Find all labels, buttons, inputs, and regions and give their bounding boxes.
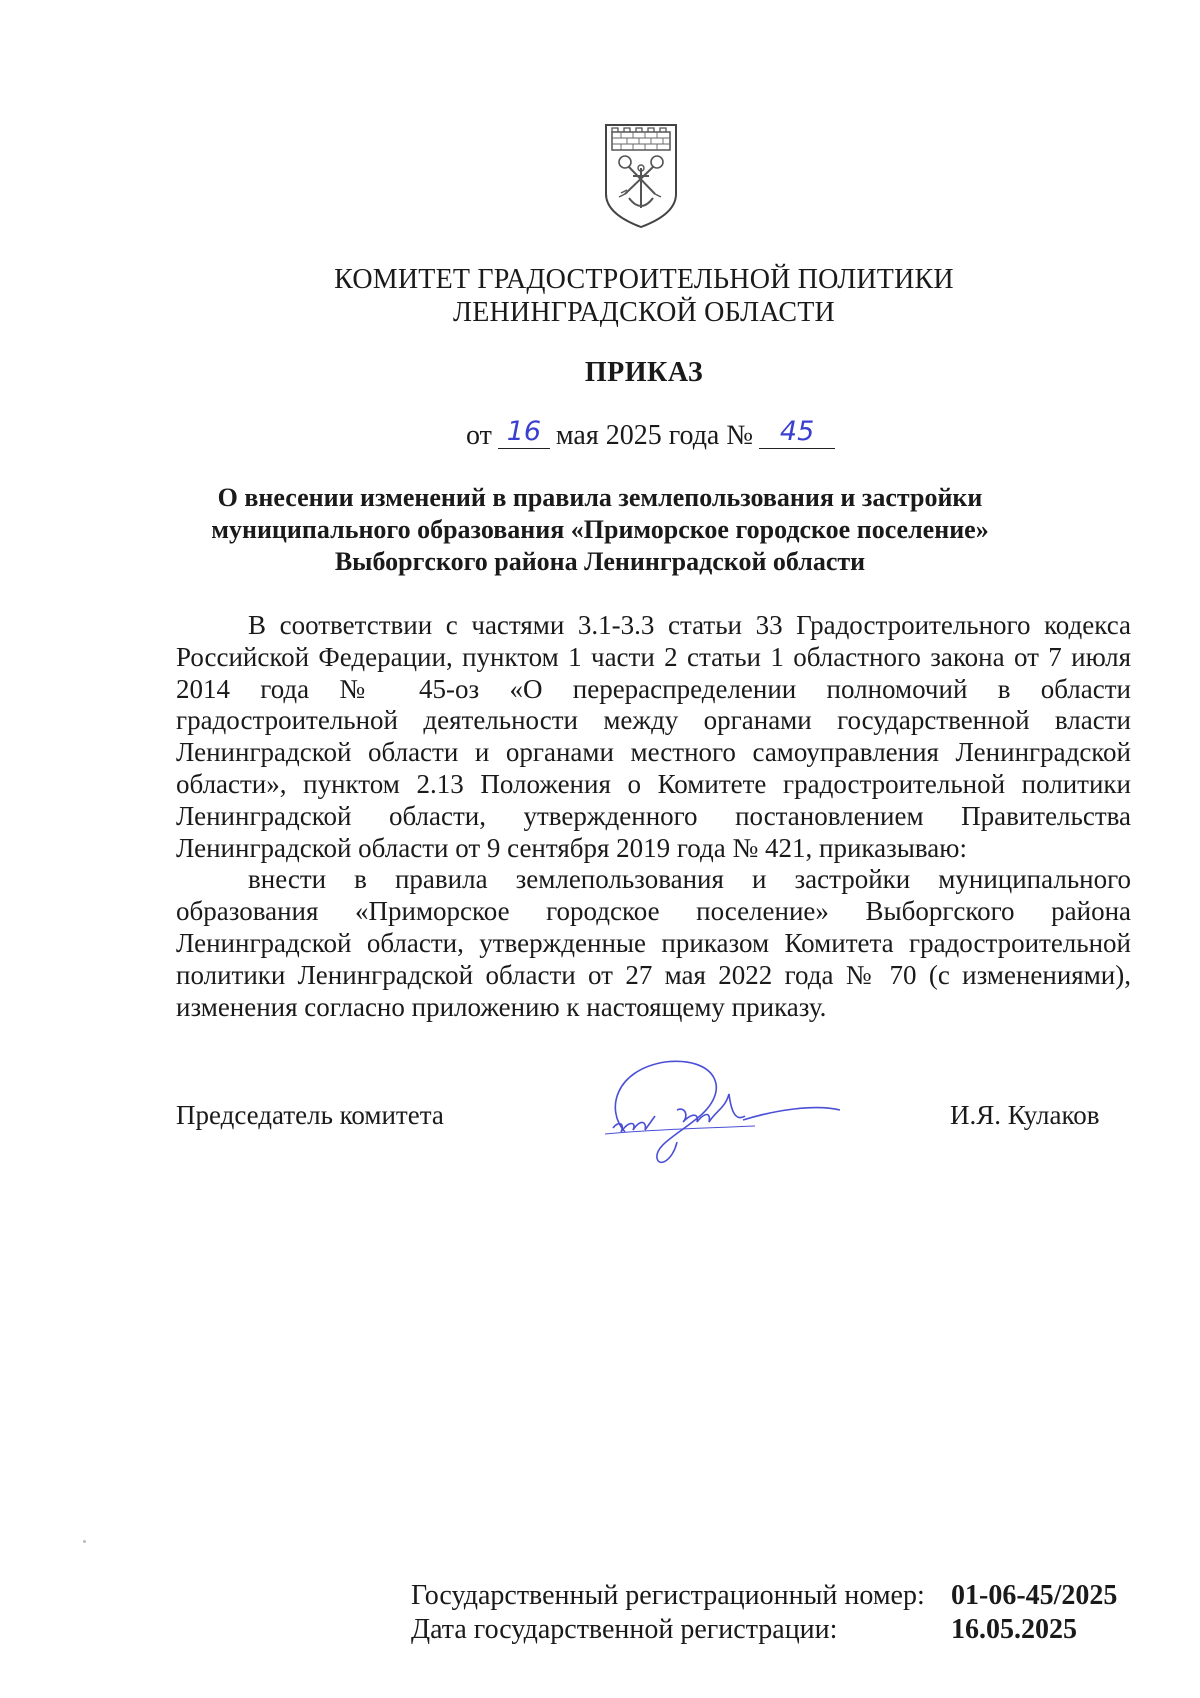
registration-number-value: 01-06-45/2025 [951, 1580, 1118, 1611]
coat-of-arms-icon [603, 122, 679, 230]
document-number-field [759, 418, 835, 449]
registration-date-value: 16.05.2025 [951, 1614, 1077, 1645]
registration-date-row [411, 1614, 1077, 1646]
body-paragraph-2: внести в правила землепользования и застройки муниципального образования «Приморское городское поселение» Выборгского района Ленинградской области, утвержденные приказом Комитета градостроительной политики Ленинградской области от 27 мая 2022 года № 70 (с изменениями), изменения согласно приложению к настоящему приказу. [176, 864, 1131, 1022]
document-type: ПРИКАЗ [584, 357, 704, 388]
document-body [176, 610, 1131, 1023]
scan-speck [83, 1540, 86, 1543]
date-day-handwritten: 16 [506, 416, 542, 447]
document-number-handwritten: 45 [779, 416, 815, 447]
body-paragraph-1: В соответствии с частями 3.1-3.3 статьи 33 Градостроительного кодекса Российской Федерации, пунктом 1 части 2 статьи 1 областного закона от 7 июля 2014 года № 45-оз «О перераспределении полномочий в области градостроительной деятельности между органами государственной власти Ленинградской области и органами местного самоуправления Ленинградской области», пунктом 2.13 Положения о Комитете градостроительной политики Ленинградской области, утвержденного постановлением Правительства Ленинградской области от 9 сентября 2019 года № 421, приказываю: [176, 610, 1131, 863]
handwritten-signature-icon [585, 1050, 845, 1170]
subject-line3: Выборгского района Ленинградской области [334, 547, 866, 576]
signer-name: И.Я. Кулаков [950, 1100, 1100, 1130]
signer-role: Председатель комитета [176, 1100, 444, 1130]
date-rest: мая 2025 года № [555, 420, 754, 451]
subject-line2: муниципального образования «Приморское городское поселение» [211, 515, 989, 544]
document-subject [0, 482, 1200, 578]
organization-name-line1: КОМИТЕТ ГРАДОСТРОИТЕЛЬНОЙ ПОЛИТИКИ [334, 264, 954, 295]
date-prefix: от [466, 420, 492, 451]
registration-date-label: Дата государственной регистрации: [411, 1614, 838, 1645]
organization-name-line2: ЛЕНИНГРАДСКОЙ ОБЛАСТИ [453, 297, 835, 328]
document-date-line [466, 418, 835, 454]
registration-number-label: Государственный регистрационный номер: [411, 1580, 925, 1611]
registration-number-row [411, 1580, 1117, 1612]
date-day-field [498, 418, 550, 449]
subject-line1: О внесении изменений в правила землепользования и застройки [217, 483, 983, 512]
